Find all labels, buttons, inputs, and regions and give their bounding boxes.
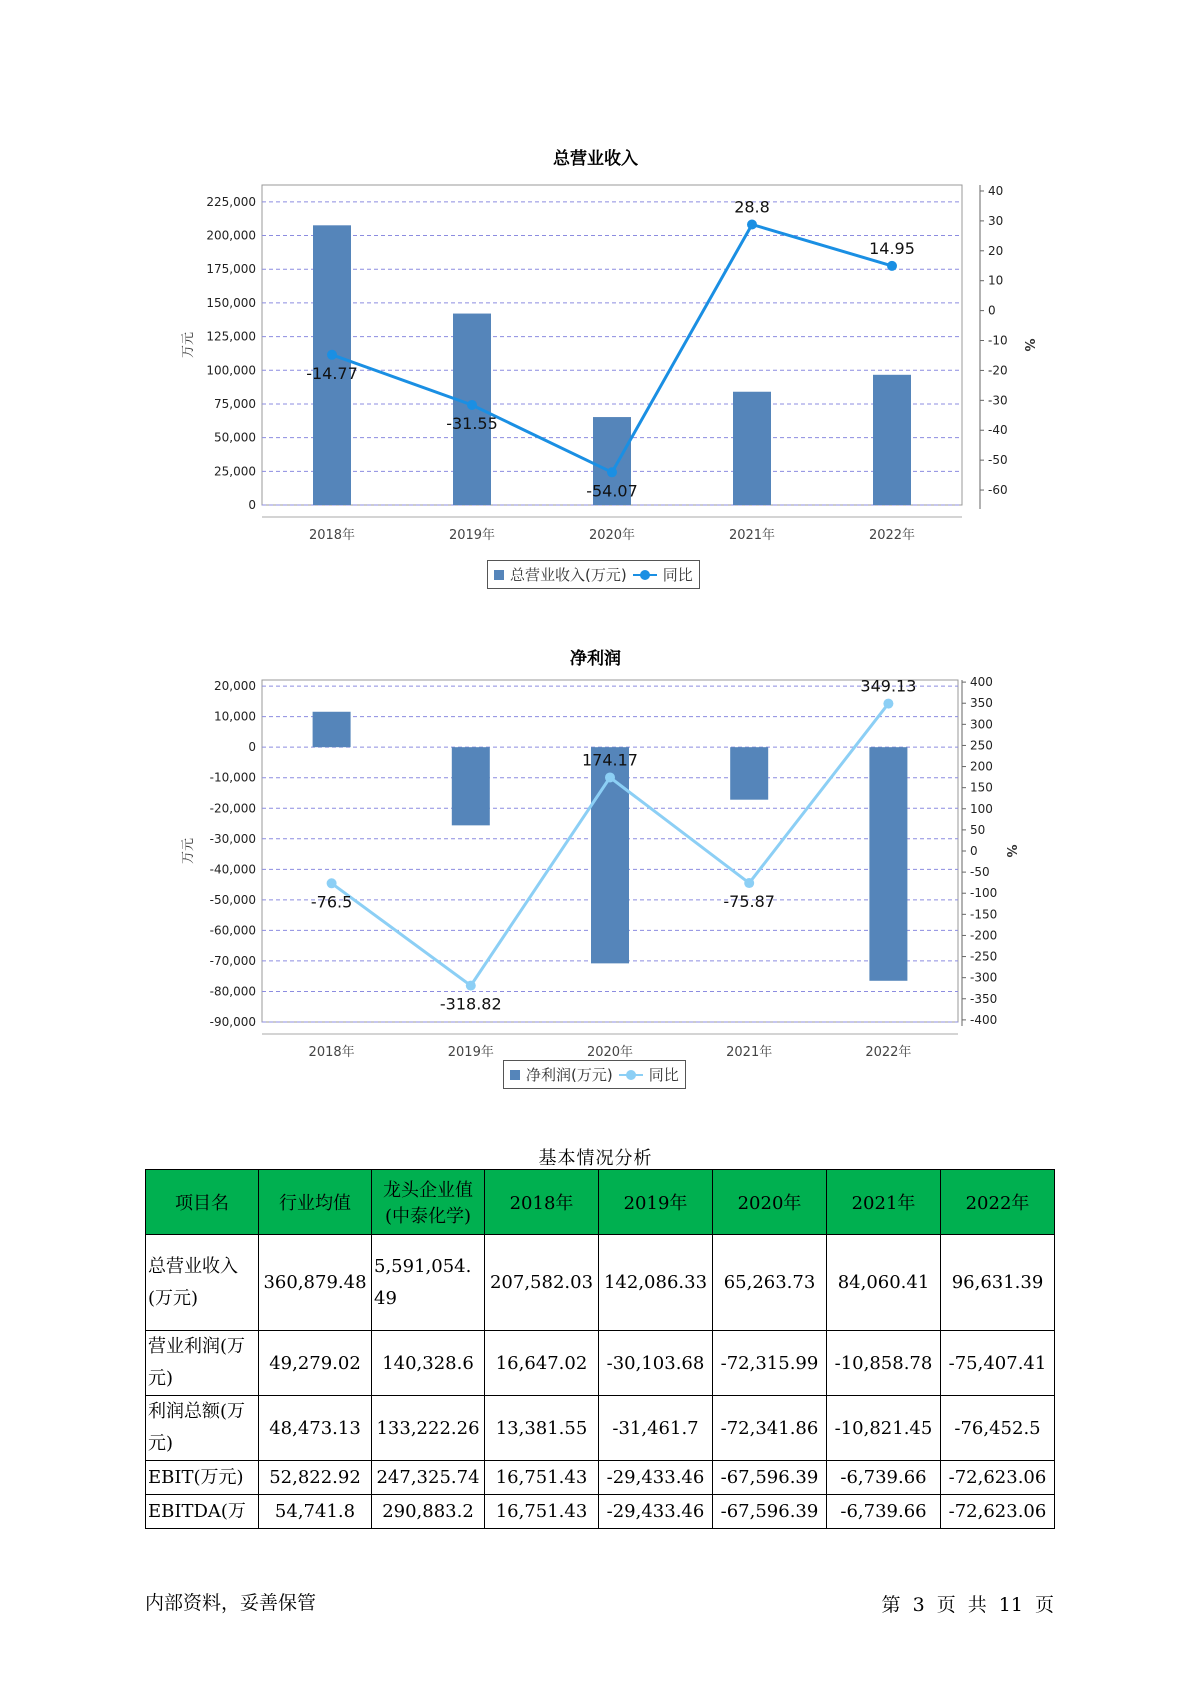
- y2-tick-label: 30: [988, 213, 1004, 228]
- y2-tick-label: -200: [970, 928, 998, 943]
- table-cell: 5,591,054.49: [372, 1235, 485, 1331]
- net-profit-chart: [0, 670, 1191, 1070]
- yoy-point: [607, 467, 617, 477]
- y-tick-label: -50,000: [209, 892, 256, 907]
- table-cell: -6,739.66: [827, 1461, 941, 1495]
- table-cell: 52,822.92: [259, 1461, 372, 1495]
- y2-tick-label: 350: [970, 696, 993, 711]
- y-tick-label: -30,000: [209, 831, 256, 846]
- y2-tick-label: -300: [970, 970, 998, 985]
- table-cell: -10,858.78: [827, 1331, 941, 1396]
- table-header-cell: 2018年: [485, 1170, 599, 1235]
- table-cell: 16,751.43: [485, 1461, 599, 1495]
- y2-tick-label: -150: [970, 907, 998, 922]
- chart1-legend: [487, 560, 700, 589]
- table-row: [146, 1331, 1055, 1396]
- row-label-cell: EBITDA(万: [146, 1495, 259, 1529]
- footer-confidential: 内部资料，妥善保管: [145, 1592, 317, 1614]
- y-tick-label: 150,000: [206, 295, 256, 310]
- yoy-data-label: 28.8: [734, 197, 770, 217]
- table-header-cell: 2019年: [599, 1170, 713, 1235]
- y2-tick-label: 400: [970, 675, 993, 690]
- table-cell: 49,279.02: [259, 1331, 372, 1396]
- table-header-cell: 2022年: [941, 1170, 1055, 1235]
- y-tick-label: 10,000: [214, 709, 256, 724]
- y-tick-label: -10,000: [209, 770, 256, 785]
- bar-legend-label: 总营业收入(万元): [510, 566, 627, 584]
- y-tick-label: -40,000: [209, 862, 256, 877]
- table-cell: 84,060.41: [827, 1235, 941, 1331]
- y2-tick-label: -20: [988, 363, 1008, 378]
- bar: [873, 375, 911, 505]
- table-cell: 48,473.13: [259, 1396, 372, 1461]
- row-label-cell: 营业利润(万元): [146, 1331, 259, 1396]
- y2-tick-label: 300: [970, 717, 993, 732]
- y2-tick-label: -60: [988, 483, 1008, 498]
- table-header-cell: 2020年: [713, 1170, 827, 1235]
- yoy-point: [744, 878, 754, 888]
- y2-axis-title: %: [1003, 844, 1018, 858]
- y-tick-label: -90,000: [209, 1015, 256, 1029]
- row-label-cell: 利润总额(万元): [146, 1396, 259, 1461]
- table-cell: 13,381.55: [485, 1396, 599, 1461]
- table-cell: -29,433.46: [599, 1461, 713, 1495]
- yoy-data-label: -75.87: [723, 892, 775, 912]
- table-cell: 96,631.39: [941, 1235, 1055, 1331]
- bar-legend-swatch: [494, 570, 504, 580]
- y-tick-label: 25,000: [214, 464, 256, 479]
- table-cell: 290,883.2: [372, 1495, 485, 1529]
- table-cell: -72,315.99: [713, 1331, 827, 1396]
- y2-tick-label: -30: [988, 393, 1008, 408]
- bar: [313, 712, 351, 747]
- table-cell: -72,623.06: [941, 1495, 1055, 1529]
- row-label-cell: EBIT(万元): [146, 1461, 259, 1495]
- yoy-point: [887, 261, 897, 271]
- y-tick-label: -20,000: [209, 801, 256, 816]
- basic-analysis-table: [145, 1169, 1055, 1529]
- bar: [452, 747, 490, 825]
- x-tick-label: 2018年: [308, 528, 356, 543]
- table-cell: -72,623.06: [941, 1461, 1055, 1495]
- yoy-data-label: 349.13: [860, 676, 917, 696]
- bar-legend-label: 净利润(万元): [526, 1066, 613, 1084]
- y-tick-label: 125,000: [206, 329, 256, 344]
- yoy-point: [605, 772, 615, 782]
- yoy-data-label: -31.55: [446, 413, 498, 433]
- table-header-cell: 2021年: [827, 1170, 941, 1235]
- table-header-row: [146, 1170, 1055, 1235]
- chart2-title: 净利润: [570, 649, 621, 669]
- y-tick-label: 75,000: [214, 396, 256, 411]
- table-cell: 360,879.48: [259, 1235, 372, 1331]
- y-tick-label: 50,000: [214, 430, 256, 445]
- y2-tick-label: -400: [970, 1012, 998, 1027]
- table-cell: -72,341.86: [713, 1396, 827, 1461]
- yoy-point: [327, 878, 337, 888]
- y2-tick-label: 40: [988, 183, 1004, 198]
- table-row: [146, 1396, 1055, 1461]
- table-cell: -67,596.39: [713, 1461, 827, 1495]
- y2-tick-label: 200: [970, 759, 993, 774]
- y-tick-label: -70,000: [209, 953, 256, 968]
- table-cell: -76,452.5: [941, 1396, 1055, 1461]
- y-tick-label: 200,000: [206, 228, 256, 243]
- footer-page-number: 第 3 页 共 11 页: [881, 1594, 1054, 1616]
- yoy-data-label: -318.82: [439, 994, 502, 1014]
- bar: [730, 747, 768, 800]
- line-legend-swatch: [633, 569, 657, 581]
- table-cell: -6,739.66: [827, 1495, 941, 1529]
- line-legend-label: 同比: [648, 1066, 679, 1084]
- x-tick-label: 2019年: [447, 1045, 494, 1060]
- y-tick-label: 225,000: [206, 194, 256, 209]
- y2-tick-label: 50: [970, 822, 986, 837]
- yoy-data-label: -14.77: [306, 363, 358, 383]
- table-cell: 65,263.73: [713, 1235, 827, 1331]
- table-header-cell: 行业均值: [259, 1170, 372, 1235]
- table-cell: 16,751.43: [485, 1495, 599, 1529]
- y2-tick-label: -50: [970, 865, 990, 880]
- y2-tick-label: -350: [970, 991, 998, 1006]
- y2-tick-label: 100: [970, 801, 993, 816]
- line-legend-label: 同比: [662, 566, 693, 584]
- x-tick-label: 2021年: [728, 528, 776, 543]
- table-header-cell: 龙头企业值(中泰化学): [372, 1170, 485, 1235]
- table-cell: 54,741.8: [259, 1495, 372, 1529]
- yoy-data-label: -54.07: [586, 481, 638, 501]
- x-tick-label: 2021年: [726, 1045, 773, 1060]
- x-tick-label: 2022年: [865, 1045, 912, 1060]
- table-cell: -75,407.41: [941, 1331, 1055, 1396]
- y2-tick-label: 150: [970, 780, 993, 795]
- y2-tick-label: 10: [988, 273, 1004, 288]
- yoy-data-label: 174.17: [582, 750, 638, 770]
- y-tick-label: -80,000: [209, 984, 256, 999]
- table-cell: -29,433.46: [599, 1495, 713, 1529]
- y2-tick-label: 20: [988, 243, 1004, 258]
- y2-tick-label: -10: [988, 333, 1008, 348]
- y-tick-label: 175,000: [206, 262, 256, 277]
- y-tick-label: 100,000: [206, 363, 256, 378]
- y2-axis-title: %: [1021, 338, 1036, 352]
- x-tick-label: 2018年: [308, 1045, 355, 1060]
- bar: [869, 747, 907, 981]
- y2-tick-label: -50: [988, 453, 1008, 468]
- table-cell: 207,582.03: [485, 1235, 599, 1331]
- y2-tick-label: -100: [970, 886, 998, 901]
- yoy-point: [327, 350, 337, 360]
- x-tick-label: 2022年: [868, 528, 916, 543]
- table-row: [146, 1495, 1055, 1529]
- table-caption: 基本情况分析: [538, 1148, 653, 1169]
- chart1-title: 总营业收入: [553, 149, 638, 169]
- y-tick-label: 0: [248, 740, 256, 755]
- y-axis-title: 万元: [181, 331, 196, 359]
- x-tick-label: 2020年: [588, 528, 636, 543]
- table-cell: 16,647.02: [485, 1331, 599, 1396]
- table-row: [146, 1235, 1055, 1331]
- y2-tick-label: -40: [988, 423, 1008, 438]
- yoy-point: [883, 699, 893, 709]
- table-header-cell: 项目名: [146, 1170, 259, 1235]
- table-cell: 140,328.6: [372, 1331, 485, 1396]
- y2-tick-label: 250: [970, 738, 993, 753]
- yoy-point: [747, 219, 757, 229]
- y2-tick-label: -250: [970, 949, 998, 964]
- table-cell: -30,103.68: [599, 1331, 713, 1396]
- y-axis-title: 万元: [181, 837, 196, 865]
- table-body: [146, 1235, 1055, 1529]
- yoy-point: [466, 981, 476, 991]
- table-cell: -67,596.39: [713, 1495, 827, 1529]
- x-tick-label: 2019年: [448, 528, 496, 543]
- y2-tick-label: 0: [988, 303, 996, 318]
- x-tick-label: 2020年: [586, 1045, 634, 1060]
- table-cell: 133,222.26: [372, 1396, 485, 1461]
- line-legend-swatch: [619, 1069, 643, 1081]
- table-cell: -31,461.7: [599, 1396, 713, 1461]
- y-tick-label: 0: [248, 498, 256, 512]
- y-tick-label: -60,000: [209, 923, 256, 938]
- table-cell: 247,325.74: [372, 1461, 485, 1495]
- yoy-data-label: -76.5: [310, 892, 353, 912]
- yoy-point: [467, 400, 477, 410]
- table-row: [146, 1461, 1055, 1495]
- bar-legend-swatch: [510, 1070, 520, 1080]
- table-cell: -10,821.45: [827, 1396, 941, 1461]
- bar: [733, 392, 771, 505]
- yoy-data-label: 14.95: [869, 238, 915, 258]
- row-label-cell: 总营业收入(万元): [146, 1235, 259, 1331]
- y-tick-label: 20,000: [214, 679, 256, 694]
- chart2-legend: [503, 1060, 686, 1089]
- table-cell: 142,086.33: [599, 1235, 713, 1331]
- y2-tick-label: 0: [970, 844, 978, 858]
